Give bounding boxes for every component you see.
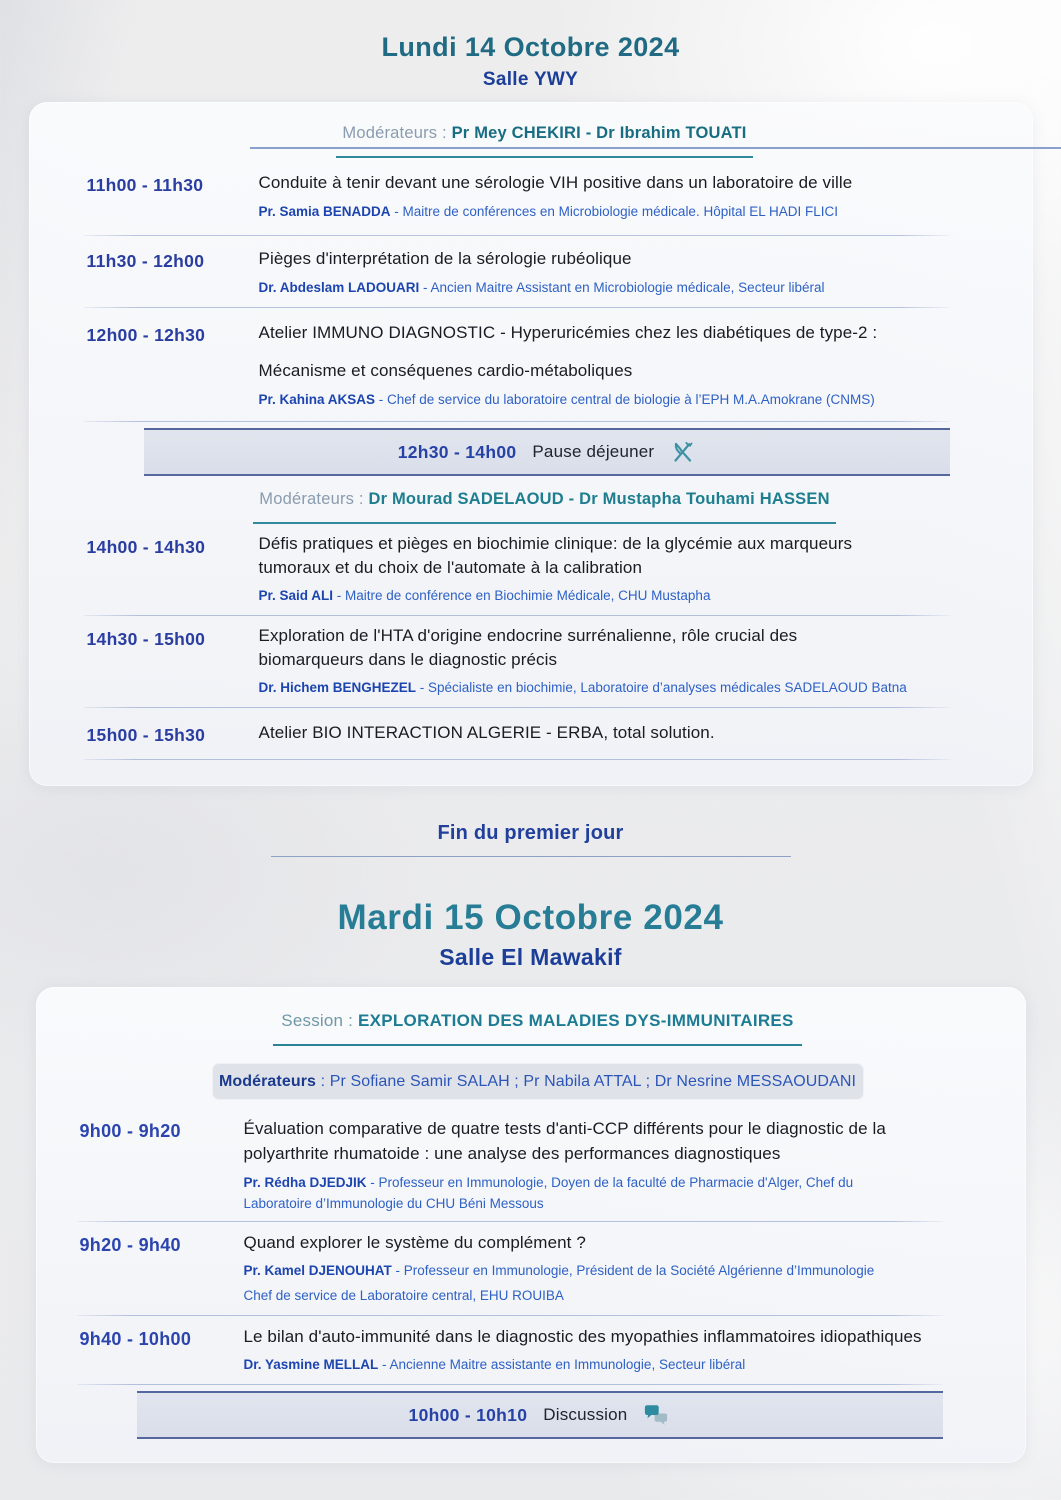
talk-title: Quand explorer le système du complément ?: [243, 1233, 586, 1252]
speaker-affiliation: - Chef de service du laboratoire central de biologie à l’EPH M.A.Amokrane (CNMS): [375, 392, 875, 407]
session-label: Session :: [281, 1011, 358, 1030]
talk-speaker: [244, 1355, 924, 1375]
talk-title-line2: Mécanisme et conséquenes cardio-métaboliques: [258, 361, 633, 380]
day1-room: Salle YWY: [482, 69, 579, 90]
moderators-names: Pr Mey CHEKIRI - Dr Ibrahim TOUATI: [451, 124, 747, 142]
moderators-names: : Pr Sofiane Samir SALAH ; Pr Nabila ATTAL ; Dr Nesrine MESSAOUDANI: [316, 1072, 857, 1090]
schedule-row: [80, 1222, 996, 1316]
day1-title: Lundi 14 Octobre 2024: [381, 32, 680, 62]
talk-time: 14h00 - 14h30: [86, 537, 206, 557]
schedule-row: [87, 308, 1003, 422]
talk-time: 12h00 - 12h30: [86, 325, 206, 345]
discussion-label: Discussion: [543, 1405, 628, 1424]
moderators-heading-text: [253, 488, 835, 524]
speaker-affiliation: - Maitre de conférence en Biochimie Médicale, CHU Mustapha: [333, 588, 711, 603]
speaker-name: Pr. Rédha DJEDJIK: [243, 1175, 367, 1190]
schedule-row: [87, 708, 1003, 760]
speaker-name: Pr. Samia BENADDA: [258, 204, 391, 219]
moderators-names: Dr Mourad SADELAOUD - Dr Mustapha Touhami HASSEN: [368, 490, 830, 508]
discussion-banner: [137, 1391, 943, 1439]
talk-title: Conduite à tenir devant une sérologie VIH positive dans un laboratoire de ville: [258, 173, 853, 192]
speaker-name: Pr. Kamel DJENOUHAT: [243, 1263, 392, 1278]
talk-speaker: [244, 1172, 904, 1214]
moderators-label: Modérateurs :: [342, 124, 452, 142]
speaker-affiliation: - Ancienne Maitre assistante en Immunologie, Secteur libéral: [378, 1357, 746, 1372]
break-label: Pause déjeuner: [532, 442, 655, 461]
day2-schedule-panel: [36, 987, 1026, 1463]
day2-room: Salle El Mawakif: [439, 944, 622, 970]
talk-title: Défis pratiques et pièges en biochimie clinique: de la glycémie aux marqueurs tumoraux et du choix de l'automate à la calibration: [258, 534, 853, 577]
talk-speaker: [259, 278, 1003, 298]
talk-speaker: [259, 390, 1003, 410]
speaker-name: Dr. Yasmine MELLAL: [243, 1357, 379, 1372]
talk-speaker: [259, 202, 1003, 222]
day2-title: Mardi 15 Octobre 2024: [337, 898, 724, 937]
schedule-row: [87, 524, 1003, 616]
day1-moderators2-heading: [87, 476, 1003, 524]
speaker-affiliation: - Professeur en Immunologie, Président de la Société Algérienne d’Immunologie: [391, 1263, 875, 1278]
end-of-day-label: Fin du premier jour: [437, 822, 624, 844]
cutlery-icon: [670, 440, 695, 465]
day1-schedule-panel: [29, 102, 1033, 786]
speaker-name: Dr. Abdeslam LADOUARI: [258, 280, 420, 295]
schedule-row: [87, 616, 1003, 708]
talk-time: 9h40 - 10h00: [79, 1329, 192, 1349]
session-heading-text: [273, 1009, 801, 1046]
moderators-label: Modérateurs :: [259, 490, 369, 508]
talk-title: Exploration de l'HTA d'origine endocrine surrénalienne, rôle crucial des biomarqueurs dans le diagnostic précis: [258, 626, 798, 669]
talk-time: 9h00 - 9h20: [79, 1121, 181, 1141]
divider-line: [271, 856, 791, 857]
talk-time: 11h30 - 12h00: [86, 251, 205, 271]
speaker-name: Pr. Kahina AKSAS: [258, 392, 376, 407]
speaker-affiliation-line2: Chef de service de Laboratoire central, EHU ROUIBA: [243, 1288, 564, 1303]
day1-moderators-heading: [87, 110, 1003, 158]
schedule-row: [80, 1106, 996, 1222]
discussion-time: 10h00 - 10h10: [408, 1404, 528, 1425]
chat-bubbles-icon: [643, 1403, 670, 1427]
schedule-row: [87, 236, 1003, 308]
talk-speaker: [259, 586, 927, 606]
speaker-name: Dr. Hichem BENGHEZEL: [258, 680, 417, 695]
lunch-break-banner: [144, 428, 950, 476]
session-title: EXPLORATION DES MALADIES DYS-IMMUNITAIRES: [357, 1011, 794, 1030]
talk-title: Le bilan d'auto-immunité dans le diagnostic des myopathies inflammatoires idiopathiques: [243, 1327, 922, 1346]
schedule-row: [87, 158, 1003, 236]
speaker-affiliation: - Maitre de conférences en Microbiologie médicale. Hôpital EL HADI FLICI: [390, 204, 838, 219]
talk-title: Atelier IMMUNO DIAGNOSTIC - Hyperuricémies chez les diabétiques de type-2 :: [258, 323, 878, 342]
speaker-affiliation: - Ancien Maitre Assistant en Microbiologie médicale, Secteur libéral: [419, 280, 825, 295]
speaker-affiliation: - Spécialiste en biochimie, Laboratoire d’analyses médicales SADELAOUD Batna: [416, 680, 907, 695]
talk-title: Pièges d'interprétation de la sérologie rubéolique: [258, 249, 632, 268]
session-heading: [80, 987, 996, 1046]
speaker-affiliation: - Professeur en Immunologie, Doyen de la faculté de Pharmacie d'Alger, Chef du Laboratoire d’Immunologie du CHU Béni Messous: [243, 1175, 854, 1211]
speaker-name: Pr. Said ALI: [258, 588, 334, 603]
moderators-heading-text: [336, 122, 752, 158]
talk-speaker: [244, 1261, 996, 1281]
talk-time: 14h30 - 15h00: [86, 629, 206, 649]
break-time: 12h30 - 14h00: [397, 441, 517, 462]
talk-time: 15h00 - 15h30: [86, 725, 206, 745]
day2-moderators-strip: [212, 1063, 864, 1100]
schedule-row: [80, 1316, 996, 1385]
talk-title: Évaluation comparative de quatre tests d'anti-CCP différents pour le diagnostic de la polyarthrite rhumatoide : une analyse des performances diagnostiques: [243, 1119, 886, 1163]
day1-header: [0, 0, 1061, 92]
talk-speaker: [259, 678, 949, 698]
moderators-label: Modérateurs: [218, 1072, 317, 1090]
talk-time: 11h00 - 11h30: [86, 175, 204, 195]
talk-time: 9h20 - 9h40: [79, 1235, 181, 1255]
talk-title: Atelier BIO INTERACTION ALGERIE - ERBA, total solution.: [258, 723, 715, 742]
